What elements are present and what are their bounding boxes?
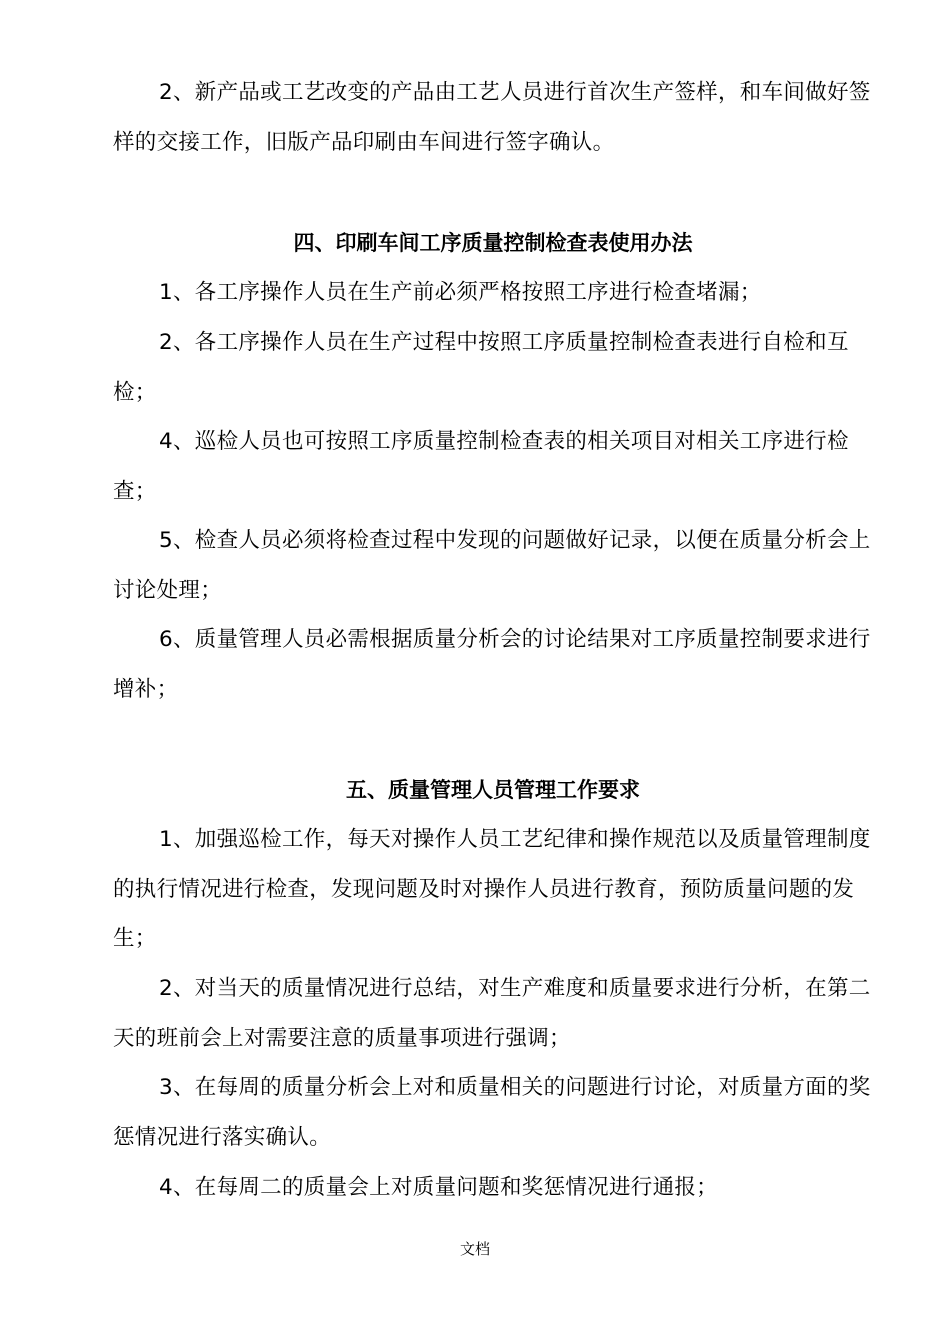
section-4-item-4: 4、巡检人员也可按照工序质量控制检查表的相关项目对相关工序进行检查； — [113, 429, 849, 504]
section-4-heading: 四、印刷车间工序质量控制检查表使用办法 — [293, 231, 693, 255]
page-footer: 文档 — [459, 1240, 490, 1258]
section-4-item-5: 5、检查人员必须将检查过程中发现的问题做好记录，以便在质量分析会上讨论处理； — [113, 528, 871, 603]
section-4-item-2: 2、各工序操作人员在生产过程中按照工序质量控制检查表进行自检和互检； — [113, 330, 849, 405]
section-4-item-1: 1、各工序操作人员在生产前必须严格按照工序进行检查堵漏； — [159, 280, 762, 305]
section-5-item-1: 1、加强巡检工作，每天对操作人员工艺纪律和操作规范以及质量管理制度的执行情况进行检查，发现问题及时对操作人员进行教育，预防质量问题的发生； — [113, 827, 871, 951]
section-5-heading: 五、质量管理人员管理工作要求 — [346, 778, 640, 802]
section-5-item-4: 4、在每周二的质量会上对质量问题和奖惩情况进行通报； — [159, 1175, 718, 1200]
paragraph-intro: 2、新产品或工艺改变的产品由工艺人员进行首次生产签样，和车间做好签样的交接工作，旧版产品印刷由车间进行签字确认。 — [113, 80, 871, 155]
section-5-item-3: 3、在每周的质量分析会上对和质量相关的问题进行讨论，对质量方面的奖惩情况进行落实确认。 — [113, 1075, 871, 1150]
section-4-item-6: 6、质量管理人员必需根据质量分析会的讨论结果对工序质量控制要求进行增补； — [113, 627, 871, 702]
section-5-item-2: 2、对当天的质量情况进行总结，对生产难度和质量要求进行分析，在第二天的班前会上对需要注意的质量事项进行强调； — [113, 976, 871, 1051]
